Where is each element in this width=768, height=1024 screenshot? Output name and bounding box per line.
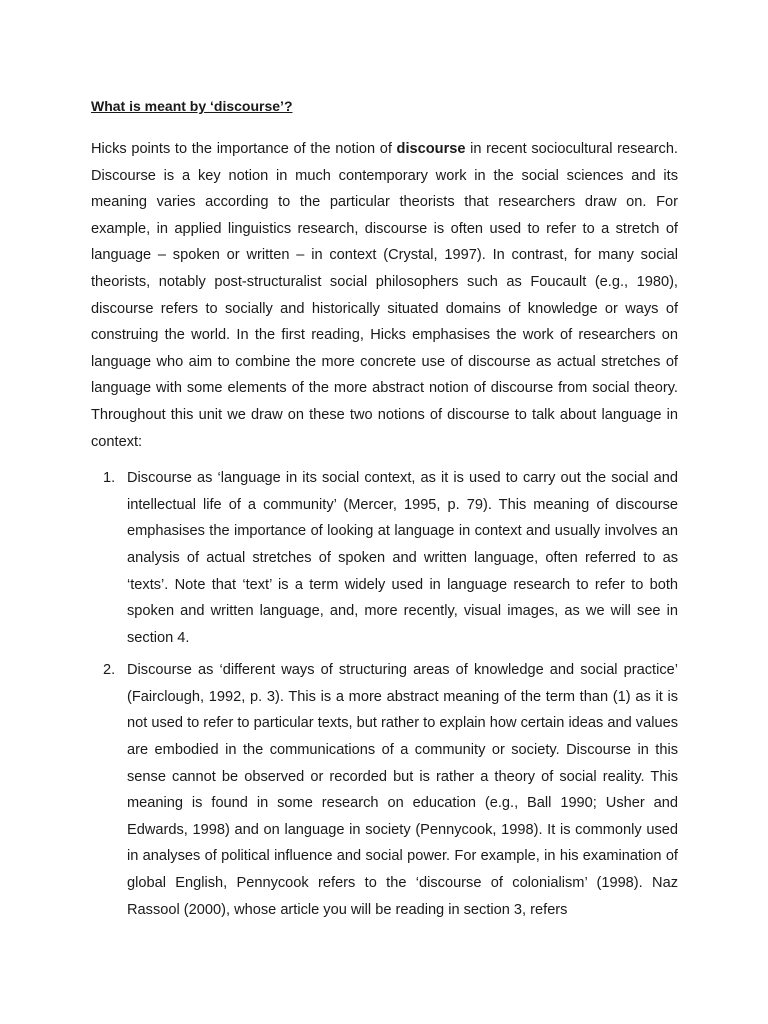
list-item-text: Discourse as ‘different ways of structuring areas of knowledge and social practice’ (Fairclough, 1992, p. 3). This is a more abstract meaning of the term than (1) as it is not used to refer to particular texts, but rather to explain how certain ideas and values are embodied in the communications of a community or society. Discourse in this sense cannot be observed or recorded but is rather a theory of social reality. This meaning is found in some research on education (e.g., Ball 1990; Usher and Edwards, 1998) and on language in society (Pennycook, 1998). It is commonly used in analyses of political influence and social power. For example, in his examination of global English, Pennycook refers to the ‘discourse of colonialism’ (1998). Naz Rassool (2000), whose article you will be reading in section 3, refers — [127, 662, 678, 918]
keyword-discourse: discourse — [396, 141, 466, 157]
list-item-text: Discourse as ‘language in its social context, as it is used to carry out the social and intellectual life of a community’ (Mercer, 1995, p. 79). This meaning of discourse emphasises the importance of looking at language in context and usually involves an analysis of actual stretches of spoken and written language, often referred to as ‘texts’. Note that ‘text’ is a term widely used in language research to refer to both spoken and written language, and, more recently, visual images, as we will see in section 4. — [127, 470, 678, 646]
list-item-number: 1. — [103, 470, 116, 487]
document-page — [91, 96, 678, 929]
intro-paragraph — [91, 136, 678, 455]
definitions-list — [91, 465, 678, 923]
list-item-number: 2. — [103, 662, 116, 679]
section-heading: What is meant by ‘discourse’? — [91, 98, 293, 114]
intro-text-before: Hicks points to the importance of the notion of — [91, 141, 397, 157]
list-item — [91, 657, 678, 923]
list-item — [91, 465, 678, 651]
intro-text-after: in recent sociocultural research. Discourse is a key notion in much contemporary work in the social sciences and its meaning varies according to the particular theorists that researchers draw on. For example, in applied linguistics research, discourse is often used to refer to a stretch of language – spoken or written – in context (Crystal, 1997). In contrast, for many social theorists, notably post-structuralist social philosophers such as Foucault (e.g., 1980), discourse refers to socially and historically situated domains of knowledge or ways of construing the world. In the first reading, Hicks emphasises the work of researchers on language who aim to combine the more concrete use of discourse as actual stretches of language with some elements of the more abstract notion of discourse from social theory. Throughout this unit we draw on these two notions of discourse to talk about language in context: — [91, 141, 678, 450]
